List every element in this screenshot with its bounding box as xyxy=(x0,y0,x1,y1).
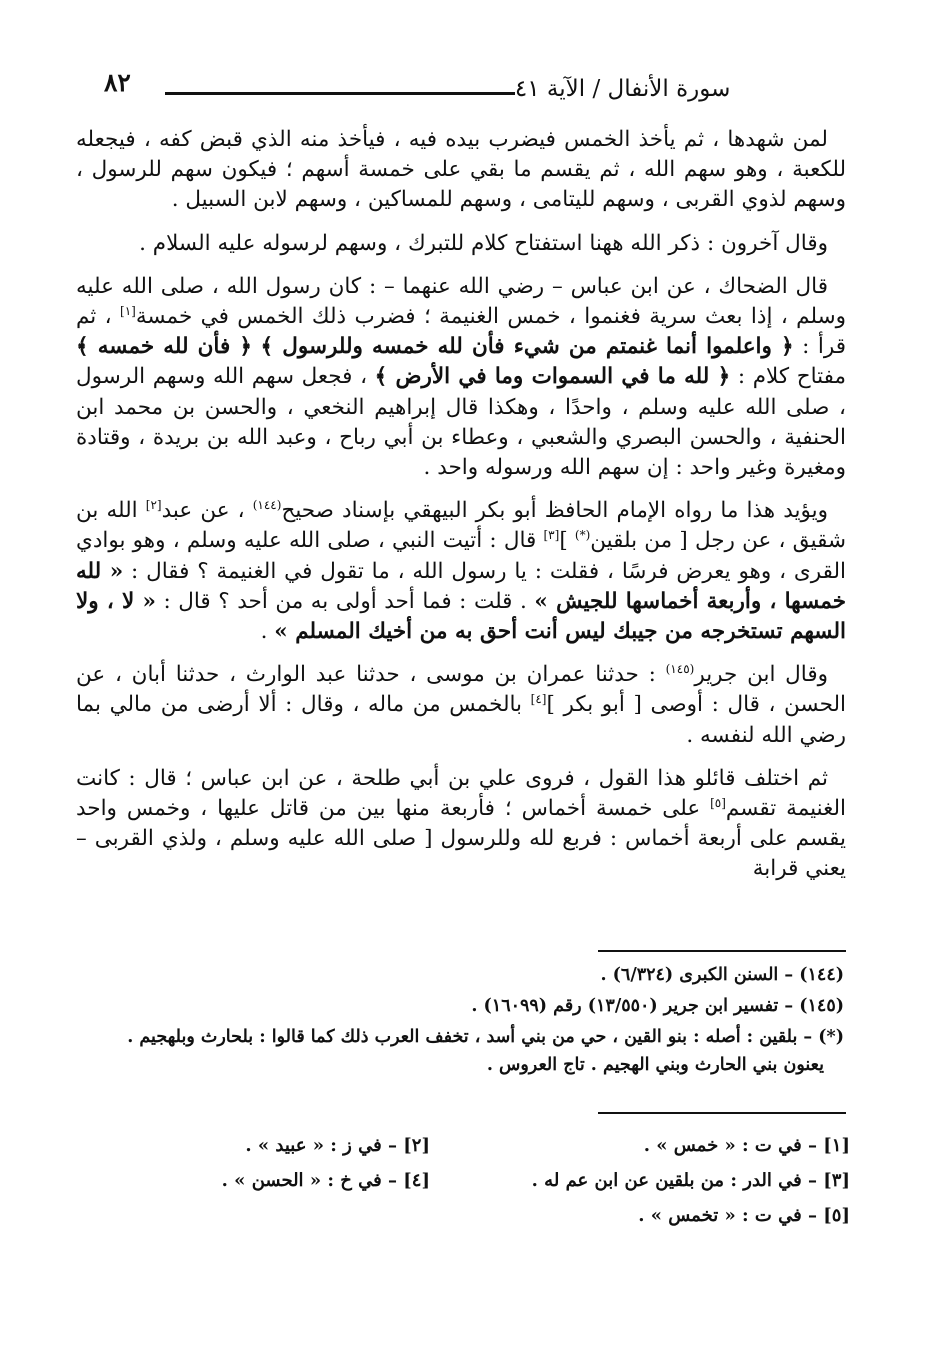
variant-ref-4: [٤] xyxy=(530,692,547,707)
footnotes xyxy=(80,962,844,1084)
text-run: . قلت : فما أحد أولى به من أحد ؟ قال : xyxy=(155,588,535,614)
variant-2: [٢] – في ز : « عبيد » . xyxy=(245,1135,430,1156)
footnote-145: (١٤٥) – تفسير ابن جرير (١٣/٥٥٠) رقم (١٦٠٩٩) . xyxy=(471,996,844,1016)
text-run: ، عن عبد xyxy=(161,498,253,524)
text-run: ، ثم قرأ : xyxy=(76,304,846,360)
text-run: قال الضحاك ، عن ابن عباس – رضي الله عنهما – : كان رسول الله ، صلى الله عليه وسلم ، إذا بعث سرية فغنموا ، خمس الغنيمة ؛ فضرب ذلك الخمس في خمسة xyxy=(76,273,846,330)
variant-ref-2: [٢] xyxy=(145,498,162,513)
paragraph-2: وقال آخرون : ذكر الله ههنا استفتاح كلام للتبرك ، وسهم لرسوله عليه السلام . xyxy=(139,230,828,256)
main-text xyxy=(76,125,846,898)
variant-4: [٤] – في خ : « الحسن » . xyxy=(221,1170,430,1191)
text-run: على خمسة أخماس ؛ فأربعة منها بين من قاتل عليها ، وخمس واحد يقسم على أربعة أخماس : فربع لله وللرسول [ صلى الله عليه وسلم ، ولذي القربى – يعني قرابة xyxy=(76,796,846,882)
page-header xyxy=(78,68,856,116)
footnote-ref-144: (١٤٤) xyxy=(252,498,282,513)
variants-rule xyxy=(598,1112,846,1114)
quran-quote: ﴿ لله ما في السموات وما في الأرض ﴾ xyxy=(374,364,731,390)
hadith-quote: « لله خمسها ، وأربعة أخماسها للجيش » xyxy=(76,558,846,614)
paragraph-4 xyxy=(76,496,846,647)
footnote-star: (*) – بلقين : أصله : بنو القين ، حي من بني أسد ، تخفف العرب ذلك كما قالوا : بلحارث وبلهجيم . xyxy=(127,1027,844,1047)
page-number: ٨٢ xyxy=(104,68,131,97)
variant-ref-3: [٣] xyxy=(543,528,560,543)
footnote-rule xyxy=(598,950,846,952)
footnote-ref-star: (*) xyxy=(574,528,591,543)
quran-quote: ﴿ فأن لله خمسه ﴾ xyxy=(76,334,253,360)
text-run: مفتاح كلام : xyxy=(730,364,847,390)
text-run: ] xyxy=(559,528,575,554)
footnote-144: (١٤٤) – السنن الكبرى (٦/٣٢٤) . xyxy=(600,965,844,985)
text-run: ، فجعل سهم الله وسهم الرسول ، صلى الله عليه وسلم ، واحدًا ، وهكذا قال إبراهيم النخعي ، والحسن بن محمد ابن الحنفية ، والحسن البصري والشعبي ، وعطاء بن أبي رباح ، وعبد الله بن بريدة ، وقتادة ومغيرة وغير واحد : إن سهم الله ورسوله واحد . xyxy=(76,364,846,481)
variant-ref-5: [٥] xyxy=(710,795,726,810)
hadith-quote: « لا ، ولا السهم تستخرجه من جيبك ليس أنت أحق به من أخيك المسلم » xyxy=(76,588,846,645)
variant-1: [١] – في ت : « خمس » . xyxy=(643,1135,850,1156)
text-run: ثم اختلف قائلو هذا القول ، فروى علي بن أبي طلحة ، عن ابن عباس ؛ قال : كانت الغنيمة تقسم xyxy=(76,765,846,822)
footnote-star-continued: يعنون بني الحارث وبني الهجيم . تاج العروس . xyxy=(486,1055,824,1075)
paragraph-6 xyxy=(76,764,846,885)
paragraph-5 xyxy=(76,660,846,751)
text-run: ويؤيد هذا ما رواه الإمام الحافظ أبو بكر البيهقي بإسناد صحيح xyxy=(281,498,828,524)
text-run: وقال ابن جرير xyxy=(694,662,829,688)
paragraph-3 xyxy=(76,272,846,483)
running-title: سورة الأنفال / الآية ٤١ xyxy=(514,76,731,102)
text-run xyxy=(252,334,261,359)
quran-quote: ﴿ واعلموا أنما غنمتم من شيء فأن لله خمسه وللرسول ﴾ xyxy=(260,334,794,360)
text-run: الله بن شقيق ، عن رجل [ من بلقين xyxy=(76,498,846,554)
text-run: . xyxy=(260,619,275,645)
text-run: قال : أتيت النبي ، صلى الله عليه وسلم ، وهو بوادي القرى ، وهو يعرض فرسًا ، فقلت : يا رسول الله ، ما تقول في الغنيمة ؟ فقال : xyxy=(76,528,846,584)
text-run: : حدثنا عمران بن موسى ، حدثنا عبد الوارث ، حدثنا أبان ، عن الحسن ، قال : أوصى [ أبو بكر ] xyxy=(76,662,846,718)
variant-readings xyxy=(130,1132,850,1229)
variant-3: [٣] – في الدر : من بلقين عن ابن عم له . xyxy=(531,1170,850,1191)
variant-ref-1: [١] xyxy=(120,303,136,318)
variant-5: [٥] – في ت : « تخمس » . xyxy=(638,1205,850,1226)
text-run: بالخمس من ماله ، وقال : ألا أرضى من مالي بما رضي الله لنفسه . xyxy=(76,692,846,748)
footnote-ref-145: (١٤٥) xyxy=(665,662,695,677)
paragraph-1: لمن شهدها ، ثم يأخذ الخمس فيضرب بيده فيه ، فيأخذ منه الذي قبض كفه ، فيجعله للكعبة ، وهو سهم الله ، ثم يقسم ما بقي على خمسة أسهم ؛ فيكون سهم للرسول ، وسهم لذوي القربى ، وسهم لليتامى ، وسهم للمساكين ، وسهم لابن السبيل . xyxy=(76,127,846,213)
header-rule xyxy=(165,92,515,95)
